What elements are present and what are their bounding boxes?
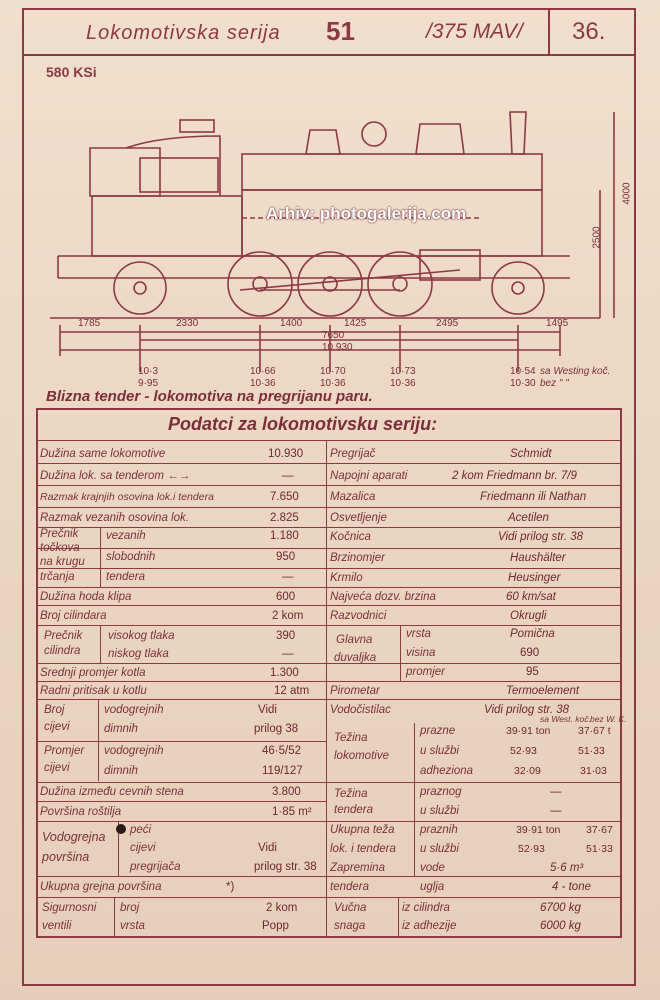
spec-value: 5·6 m³ (550, 862, 584, 874)
spec-sublabel: vode (420, 862, 445, 874)
spec-value: Heusinger (508, 572, 561, 584)
dim-front-overhang: 1785 (78, 318, 101, 329)
spec-value: — (282, 648, 294, 660)
drawing-caption: Blizna tender - lokomotiva na pregrijanu paru. (46, 388, 373, 405)
spec-sublabel: promjer (406, 666, 445, 678)
table-center-line (326, 440, 327, 938)
spec-value: 39·91 ton (516, 824, 561, 836)
spec-sublabel: iz adhezije (402, 920, 457, 932)
spec-value: Schmidt (510, 448, 552, 460)
spec-label: Vučna (334, 902, 367, 914)
subcol-line (114, 897, 115, 938)
weight-col-header: bez W. K. (590, 714, 627, 724)
spec-label: Razmak vezanih osovina lok. (40, 512, 189, 524)
spec-label: Osvetljenje (330, 512, 387, 524)
spec-value: 6000 kg (540, 920, 581, 932)
spec-label: cijevi (44, 762, 70, 774)
spec-sublabel: iz cilindra (402, 902, 450, 914)
subcol-line (98, 699, 99, 781)
spec-label: na krugu (40, 556, 85, 568)
row-line (36, 876, 622, 877)
spec-sublabel: cijevi (130, 842, 156, 854)
spec-value: Termoelement (506, 685, 580, 697)
spec-sublabel: vezanih (106, 530, 146, 542)
spec-value: 31·03 (580, 765, 607, 777)
spec-value: Popp (262, 920, 289, 932)
spec-value: — (282, 470, 294, 482)
spec-sublabel: broj (120, 902, 140, 914)
axle-load-3: 10·70 (320, 366, 346, 377)
dim-rear-overhang: 1495 (546, 318, 569, 329)
spec-label: Dužina između cevnih stena (40, 786, 184, 798)
spec-value: 51·33 (578, 745, 605, 757)
spec-sublabel: visokog tlaka (108, 630, 175, 642)
row-line (36, 605, 622, 606)
spec-sublabel: tendera (106, 571, 146, 583)
dim-height-boiler: 2500 (591, 226, 603, 249)
row-line (36, 587, 622, 588)
spec-label: Površina roštilja (40, 806, 122, 818)
spec-label: Prečnik (44, 630, 83, 642)
row-line (36, 699, 622, 700)
spec-label: Dužina hoda klipa (40, 591, 132, 603)
spec-label: Pirometar (330, 685, 380, 697)
row-line (36, 782, 622, 783)
spec-label: Brzinomjer (330, 552, 385, 564)
archive-watermark: Arhiv: photogalerija.com (266, 204, 467, 223)
series-number: 51 (326, 16, 355, 46)
spec-sublabel: uglja (420, 881, 445, 893)
spec-sublabel: vrsta (406, 628, 431, 640)
dim-wheelbase: 7650 (322, 330, 345, 341)
spec-label: Razmak krajnjih osovina lok.i tendera (40, 491, 214, 503)
header-bar (22, 8, 636, 56)
spec-label: trčanja (40, 571, 75, 583)
spec-label: točkova (40, 542, 80, 554)
spec-sublabel: praznih (420, 824, 458, 836)
spec-sublabel: u službi (420, 745, 459, 757)
spec-label: Težina (334, 788, 368, 800)
axle-load-3b: 10·36 (320, 378, 346, 389)
spec-value: 51·33 (586, 843, 613, 855)
axle-load-2b: 10·36 (250, 378, 276, 389)
row-line (36, 681, 622, 682)
spec-value: 119/127 (262, 765, 303, 777)
row-line (36, 801, 326, 802)
spec-value: — (550, 805, 562, 817)
spec-value: 37·67 t (578, 725, 611, 737)
spec-label: Krmilo (330, 572, 363, 584)
spec-value: 2.825 (270, 512, 299, 524)
spec-label: cijevi (44, 721, 70, 733)
row-line (36, 663, 622, 664)
axle-load-5-note: sa Westing koč. (540, 366, 611, 377)
axle-load-5b: 10·30 (510, 378, 536, 389)
spec-label: Glavna (336, 634, 373, 646)
spec-value: *) (226, 881, 235, 893)
spec-value: 95 (526, 666, 539, 678)
spec-value: 52·93 (518, 843, 545, 855)
row-line (36, 463, 622, 464)
spec-label: Ukupna grejna površina (40, 881, 162, 893)
header-divider (548, 8, 550, 54)
spec-value: 6700 kg (540, 902, 581, 914)
table-title: Podatci za lokomotivsku seriju: (168, 414, 438, 434)
spec-value: Friedmann ili Nathan (480, 491, 587, 503)
row-line (36, 821, 622, 822)
dim-overall: 10.930 (322, 342, 353, 353)
spec-value: 600 (276, 591, 296, 603)
spec-value: 60 km/sat (506, 591, 556, 603)
axle-load-5: 10·54 (510, 366, 536, 377)
spec-sublabel: visina (406, 647, 436, 659)
spec-value: prilog str. 38 (254, 861, 317, 873)
spec-value: 390 (276, 630, 296, 642)
spec-sublabel: niskog tlaka (108, 648, 169, 660)
spec-value: 2 kom Friedmann br. 7/9 (452, 470, 577, 482)
spec-label: ventili (42, 920, 72, 932)
spec-label: površina (42, 850, 90, 864)
spec-label: Radni pritisak u kotlu (40, 685, 147, 697)
spec-label: cilindra (44, 645, 81, 657)
spec-sublabel: vodogrejnih (104, 745, 164, 757)
spec-label: tendera (330, 881, 370, 893)
spec-label: Kočnica (330, 531, 371, 543)
spec-value: 1.300 (270, 667, 299, 679)
dim-axle-1-2: 2330 (176, 318, 199, 329)
subcol-line (100, 527, 101, 587)
spec-label: lok. i tendera (330, 843, 396, 855)
spec-sublabel: vrsta (120, 920, 145, 932)
spec-label: Napojni aparati (330, 470, 408, 482)
spec-value: Pomična (510, 628, 555, 640)
subcol-line (398, 897, 399, 938)
ink-blot (116, 824, 126, 834)
spec-label: Promjer (44, 745, 85, 757)
axle-load-5b-note: bez " " (540, 378, 569, 389)
spec-label: Razvodnici (330, 610, 387, 622)
spec-sublabel: adheziona (420, 765, 474, 777)
spec-sublabel: dimnih (104, 723, 138, 735)
spec-label: Težina (334, 732, 368, 744)
spec-label: Mazalica (330, 491, 376, 503)
spec-value: 10.930 (268, 448, 304, 460)
axle-load-4b: 10·36 (390, 378, 416, 389)
spec-label: Zapremina (330, 862, 385, 874)
dim-height-total: 4000 (621, 182, 633, 205)
spec-label: Ukupna teža (330, 824, 395, 836)
spec-value: — (550, 786, 562, 798)
subcol-line (400, 625, 401, 681)
power-rating: 580 KSi (46, 64, 97, 80)
spec-label: Broj (44, 704, 65, 716)
subcol-line (414, 723, 415, 877)
spec-label: Najveća dozv. brzina (330, 591, 436, 603)
spec-label: tendera (334, 804, 374, 816)
spec-value: Acetilen (508, 512, 549, 524)
spec-value: 2 kom (272, 610, 304, 622)
spec-value: 1·85 m² (272, 806, 312, 818)
spec-value: Haushälter (510, 552, 566, 564)
dim-axle-4-5: 2495 (436, 318, 459, 329)
spec-label: Sigurnosni (42, 902, 97, 914)
spec-label: Dužina same lokomotive (40, 448, 166, 460)
spec-value: Vidi (258, 704, 277, 716)
spec-label: Broj cilindara (40, 610, 107, 622)
spec-value: 1.180 (270, 530, 299, 542)
row-line (36, 568, 622, 569)
spec-sublabel: vodogrejnih (104, 704, 164, 716)
spec-value: 950 (276, 551, 296, 563)
spec-value: 52·93 (510, 745, 537, 757)
axle-load-2: 10·66 (250, 366, 276, 377)
spec-sublabel: praznog (420, 786, 462, 798)
spec-value: Vidi prilog str. 38 (498, 531, 584, 543)
spec-label: Vodočistilac (330, 704, 391, 716)
mav-designation: /375 MAV/ (426, 20, 523, 43)
dim-axle-3-4: 1425 (344, 318, 367, 329)
spec-value: — (282, 571, 294, 583)
spec-label: Srednji promjer kotla (40, 667, 146, 679)
row-line (36, 741, 326, 742)
spec-label: lokomotive (334, 750, 389, 762)
spec-label: Dužina lok. sa tenderom ←→ (40, 470, 191, 482)
spec-label: Prečnik (40, 528, 79, 540)
spec-sublabel: dimnih (104, 765, 138, 777)
axle-load-1b: 9·95 (138, 378, 159, 389)
spec-value: 32·09 (514, 765, 541, 777)
spec-value: 39·91 ton (506, 725, 551, 737)
spec-value: Vidi prilog str. 38 (484, 704, 570, 716)
spec-label: snaga (334, 920, 366, 932)
spec-sublabel: slobodnih (106, 551, 156, 563)
spec-sublabel: u službi (420, 805, 459, 817)
table-header-line (36, 440, 622, 441)
spec-sublabel: u službi (420, 843, 459, 855)
page-number: 36. (572, 18, 606, 45)
row-line (36, 485, 622, 486)
axle-load-4: 10·73 (390, 366, 416, 377)
dim-axle-2-3: 1400 (280, 318, 303, 329)
spec-value: 37·67 (586, 824, 613, 836)
spec-label: Pregrijač (330, 448, 376, 460)
spec-value: 3.800 (272, 786, 301, 798)
row-line (36, 548, 622, 549)
spec-value: 4 - tone (552, 881, 591, 893)
subcol-line (100, 625, 101, 663)
row-line (36, 625, 622, 626)
row-line (36, 507, 622, 508)
spec-value: 7.650 (270, 491, 299, 503)
spec-label: Vodogrejna (42, 830, 106, 844)
spec-value: 46·5/52 (262, 745, 302, 757)
page-title: Lokomotivska serija (86, 22, 281, 44)
spec-value: 12 atm (274, 685, 310, 697)
spec-sublabel: prazne (420, 725, 456, 737)
spec-value: 2 kom (266, 902, 298, 914)
spec-value: Okrugli (510, 610, 547, 622)
spec-label: duvaljka (334, 652, 377, 664)
axle-load-1: 10·3 (138, 366, 159, 377)
spec-value: Vidi (258, 842, 277, 854)
weight-col-header: sa West. koč. (540, 714, 591, 724)
spec-sublabel: pregrijača (130, 861, 181, 873)
spec-sublabel: peći (130, 824, 152, 836)
row-line (36, 527, 622, 528)
spec-value: 690 (520, 647, 540, 659)
row-line (36, 897, 622, 898)
spec-value: prilog 38 (254, 723, 299, 735)
